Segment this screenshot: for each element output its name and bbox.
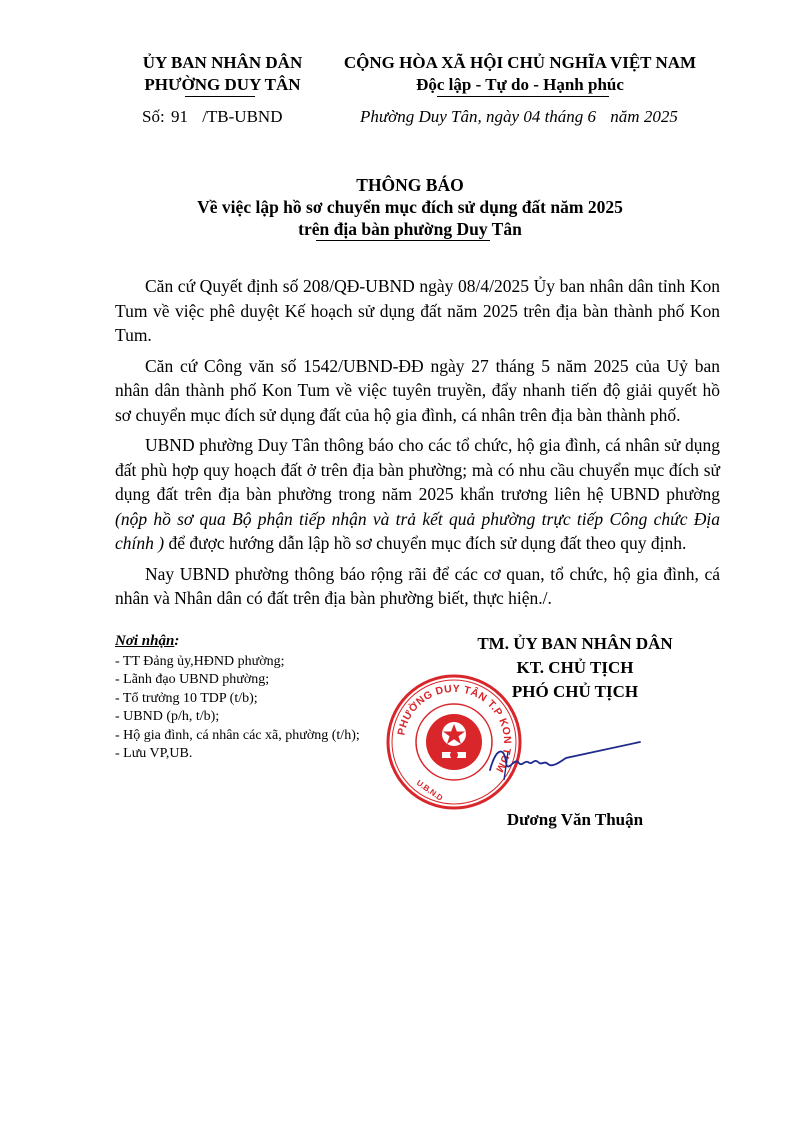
motto-underline: [437, 96, 609, 97]
paragraph-3-start: UBND phường Duy Tân thông báo cho các tổ chức, hộ gia đình, cá nhân sử dụng đất phù hợp quy hoạch đất ở trên địa bàn phường; mà có nhu cầu chuyển mục đích sử dụng đất trên địa bàn phường trong năm 2025 khẩn trương liên hệ UBND phường: [115, 435, 720, 504]
stamp-ring-text: PHƯỜNG DUY TÂN T.P KON TUM: [395, 682, 514, 775]
paragraph-3: [115, 433, 720, 556]
paragraph-3-end: để được hướng dẫn lập hồ sơ chuyển mục đích sử dụng đất theo quy định.: [164, 533, 687, 553]
date-year-word: năm: [610, 107, 640, 126]
nation-name: CỘNG HÒA XÃ HỘI CHỦ NGHĨA VIỆT NAM: [343, 53, 697, 72]
document-number: [142, 106, 282, 128]
agency-block: [110, 52, 335, 96]
stamp-bottom-text: U.B.N.D: [414, 778, 445, 803]
signature-block: [430, 632, 720, 704]
handwritten-signature: [480, 740, 650, 790]
ward-name: PHƯỜNG DUY TÂN: [144, 75, 301, 94]
signature-authority: KT. CHỦ TỊCH: [516, 658, 634, 677]
date-prefix: Phường Duy Tân, ngày: [360, 107, 520, 126]
paragraph-4: Nay UBND phường thông báo rộng rãi để các cơ quan, tổ chức, hộ gia đình, cá nhân và Nhân dân có đất trên địa bàn phường biết, thực hiện./.: [115, 563, 720, 608]
recipients-block: [115, 632, 415, 764]
recipient-item: - TT Đảng ủy,HĐND phường;: [115, 653, 285, 669]
date-year: 2025: [643, 107, 678, 126]
signature-org: TM. ỦY BAN NHÂN DÂN: [477, 634, 673, 653]
signer-name: Dương Văn Thuận: [506, 810, 644, 829]
recipients-label: [115, 632, 415, 651]
doc-subtitle-1: Về việc lập hồ sơ chuyển mục đích sử dụng đất năm 2025: [197, 197, 623, 217]
paragraph-2: Căn cứ Công văn số 1542/UBND-ĐĐ ngày 27 tháng 5 năm 2025 của Uỷ ban nhân dân thành phố Kon Tum về việc tuyên truyền, đẩy nhanh tiến độ giải quyết hồ sơ chuyển mục đích sử dụng đất của hộ gia đình, cá nhân trên địa bàn thành phố.: [115, 355, 720, 425]
doc-number-prefix: Số:: [142, 107, 165, 126]
title-block: [100, 174, 720, 240]
recipient-item: - Lãnh đạo UBND phường;: [115, 672, 270, 687]
recipients-label-colon: :: [174, 633, 180, 649]
doc-number-value: 91: [170, 107, 188, 126]
paragraph-3-italic: (nộp hồ sơ qua Bộ phận tiếp nhận và trả kết quả phường trực tiếp Công chức Địa chính ): [115, 508, 720, 553]
doc-number-suffix: /TB-UBND: [202, 107, 283, 126]
title-underline: [316, 240, 490, 241]
nation-motto: Độc lập - Tự do - Hạnh phúc: [416, 75, 624, 94]
doc-heading: THÔNG BÁO: [356, 175, 464, 195]
recipient-item: - Lưu VP,UB.: [115, 746, 193, 761]
document-body: [115, 274, 720, 617]
date-day: 04: [523, 107, 541, 126]
emblem-icon: [426, 714, 482, 770]
paragraph-1: Căn cứ Quyết định số 208/QĐ-UBND ngày 08/4/2025 Ủy ban nhân dân tỉnh Kon Tum về việc phê duyệt Kế hoạch sử dụng đất năm 2025 trên địa bàn thành phố Kon Tum.: [115, 276, 720, 345]
agency-name: ỦY BAN NHÂN DÂN: [142, 53, 303, 72]
recipient-item: - UBND (p/h, t/b);: [115, 709, 220, 724]
date-month: 6: [587, 107, 597, 126]
recipient-item: - Tổ trưởng 10 TDP (t/b);: [115, 690, 258, 706]
signature-title: PHÓ CHỦ TỊCH: [511, 682, 639, 701]
recipients-list: [115, 653, 415, 764]
recipient-item: - Hộ gia đình, cá nhân các xã, phường (t/h);: [115, 727, 360, 743]
date-month-word: tháng: [544, 107, 584, 126]
agency-underline: [185, 96, 255, 97]
document-date: [360, 106, 678, 128]
nation-block: [325, 52, 715, 96]
doc-subtitle-2: trên địa bàn phường Duy Tân: [298, 219, 522, 239]
recipients-label-text: Nơi nhận: [115, 633, 175, 649]
